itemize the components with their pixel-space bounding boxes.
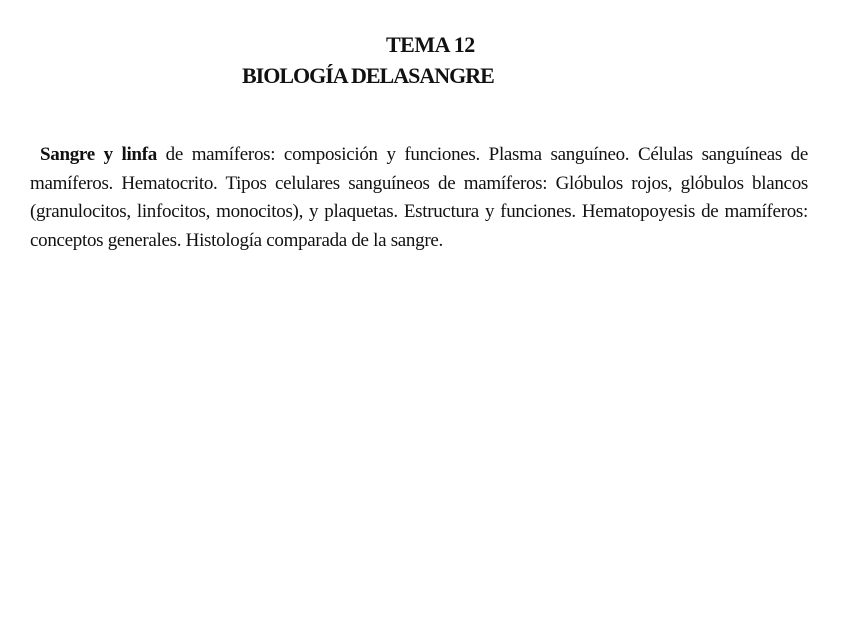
- paragraph-body-text: de mamíferos: composición y funciones. Plasma sanguíneo. Células sanguíneas de mamíferos. Hematocrito. Tipos celulares sanguíneos de mamíferos: Glóbulos rojos, glóbulos blancos (granulocitos, linfocitos, monocitos), y plaquetas. Estructura y funciones. Hematopoyesis de mamíferos: conceptos generales. Histología comparada de la sangre.: [30, 144, 808, 251]
- paragraph-lead-bold: Sangre y linfa: [40, 144, 157, 165]
- topic-title-heading: BIOLOGÍA DELASANGRE: [242, 63, 494, 88]
- topic-number-heading: TEMA 12: [386, 32, 475, 57]
- topic-description-paragraph: [30, 141, 808, 255]
